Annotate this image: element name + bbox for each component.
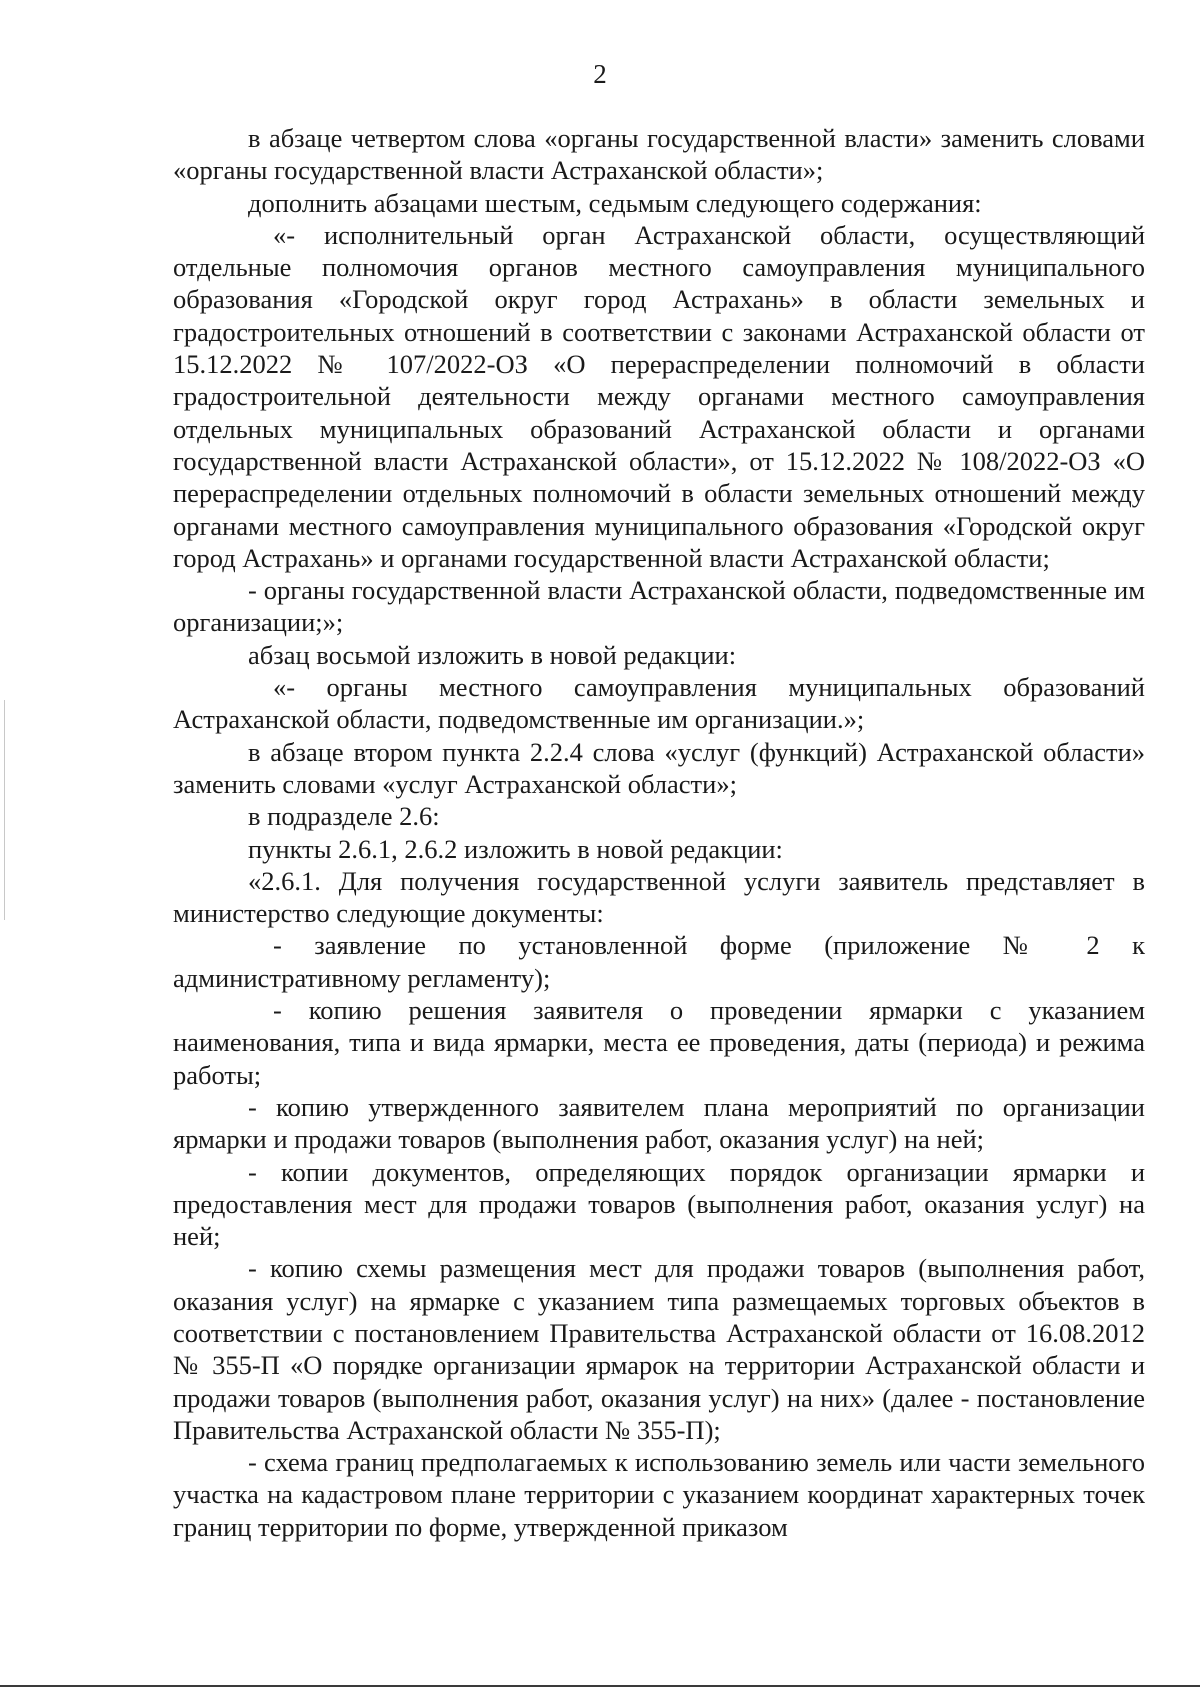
list-item-plan-copy: - копию утвержденного заявителем плана мероприятий по организации ярмарки и продажи товаров (выполнения работ, оказания услуг) на ней; [173,1091,1145,1155]
list-item-documents-copy: - копии документов, определяющих порядок организации ярмарки и предоставления мест для продажи товаров (выполнения работ, оказания услуг) на ней; [173,1156,1145,1252]
list-item-scheme-copy: - копию схемы размещения мест для продажи товаров (выполнения работ, оказания услуг) на ярмарке с указанием типа размещаемых торговых объектов в соответствии с постановлением Правительства Астраханской области от 16.08.2012 № 355-П «О порядке организации ярмарок на территории Астраханской области и продажи товаров (выполнения работ, оказания услуг) на них» (далее - постановление Правительства Астраханской области № 355-П); [173,1253,1145,1445]
list-item-boundary-scheme: - схема границ предполагаемых к использованию земель или части земельного участка на кадастровом плане территории с указанием координат характерных точек границ территории по форме, утвержденной приказом [173,1447,1145,1542]
list-item-decision-copy: - копию решения заявителя о проведении ярмарки с указанием наименования, типа и вида ярмарки, места ее проведения, даты (периода) и режима работы; [173,995,1145,1090]
paragraph-points-2-6: пункты 2.6.1, 2.6.2 изложить в новой редакции: [248,833,783,864]
document-body [173,122,1145,1543]
paragraph-paragraph-4-replace: в абзаце четвертом слова «органы государственной власти» заменить словами «органы государственной власти Астраханской области»; [173,123,1145,186]
page-bottom-border [0,1685,1200,1687]
paragraph-2-6-1: «2.6.1. Для получения государственной услуги заявитель представляет в министерство следующие документы: [173,865,1145,929]
list-item-application: - заявление по установленной форме (приложение № 2 к административному регламенту); [173,930,1145,993]
paragraph-2-2-4: в абзаце втором пункта 2.2.4 слова «услуг (функций) Астраханской области» заменить словами «услуг Астраханской области»; [173,736,1145,799]
paragraph-local-self-government: «- органы местного самоуправления муниципальных образований Астраханской области, подведомственные им организации.»; [173,672,1145,735]
page-number: 2 [593,59,607,89]
paragraph-add-paragraphs: дополнить абзацами шестым, седьмым следующего содержания: [248,187,982,218]
paragraph-state-bodies: - органы государственной власти Астраханской области, подведомственные им организации;»; [173,575,1145,638]
paragraph-subsection-2-6: в подразделе 2.6: [248,801,440,832]
scan-edge-mark [4,700,5,920]
paragraph-eighth-new-edition: абзац восьмой изложить в новой редакции: [248,639,737,670]
paragraph-executive-body: «- исполнительный орган Астраханской области, осуществляющий отдельные полномочия органов местного самоуправления муниципального образования «Городской округ город Астрахань» в области земельных и градостроительных отношений в соответствии с законами Астраханской области от 15.12.2022 № 107/2022-ОЗ «О перераспределении полномочий в области градостроительной деятельности между органами местного самоуправления отдельных муниципальных образований Астраханской области и органами государственной власти Астраханской области», от 15.12.2022 № 108/2022-ОЗ «О перераспределении отдельных полномочий в области земельных отношений между органами местного самоуправления муниципального образования «Городской округ город Астрахань» и органами государственной власти Астраханской области; [173,219,1145,573]
